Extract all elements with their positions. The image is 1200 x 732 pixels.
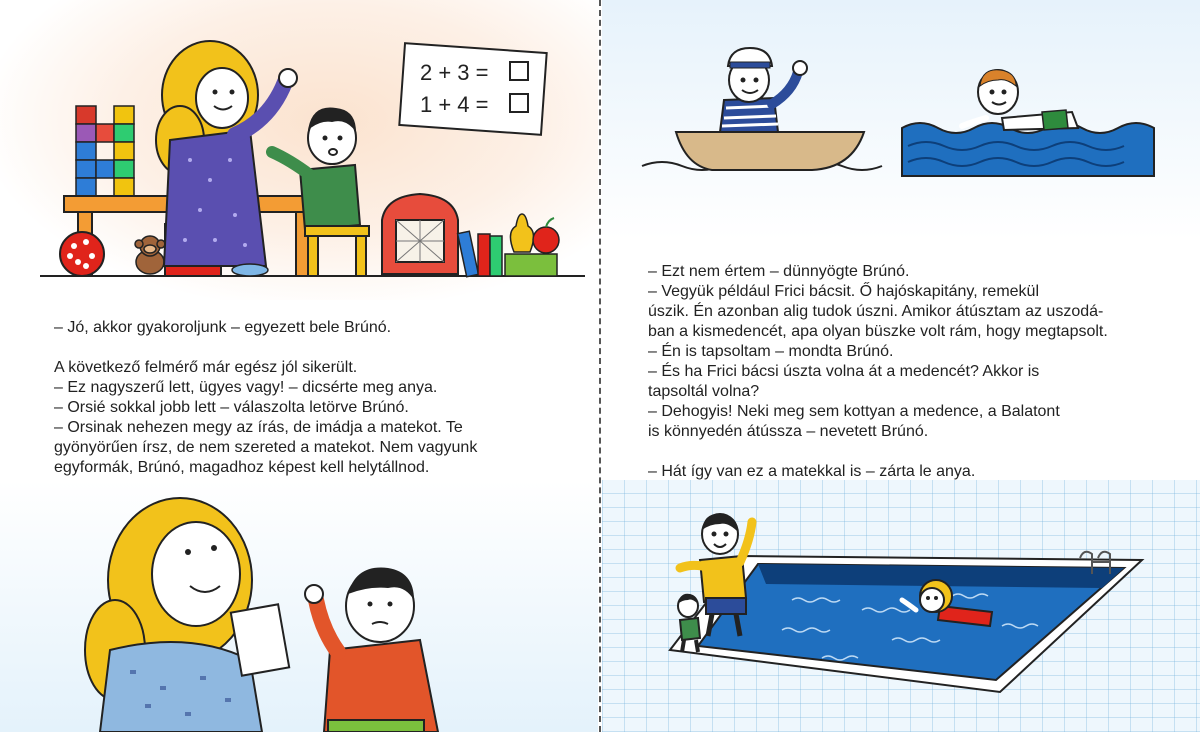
backpack-icon xyxy=(382,194,458,274)
toy-blocks-icon xyxy=(76,106,134,196)
captain-frici-icon xyxy=(720,48,807,132)
worksheet-line-2: 1 + 4 = xyxy=(420,92,489,117)
books-icon xyxy=(458,231,502,277)
math-worksheet-icon xyxy=(399,43,546,135)
worksheet-line-1: 2 + 3 = xyxy=(420,60,489,85)
text-line: – Én is tapsoltam – mondta Brúnó. xyxy=(648,343,894,360)
text-line: – Ezt nem értem – dünnyögte Brúnó. xyxy=(648,263,910,280)
left-page-text xyxy=(54,318,477,478)
pool-illustration xyxy=(602,500,1200,732)
text-line: A következő felmérő már egész jól sikerült. xyxy=(54,359,358,376)
left-page xyxy=(0,0,598,732)
rowboat-icon xyxy=(676,132,864,170)
text-line: tapsoltál volna? xyxy=(648,383,760,400)
text-line: ban a kismedencét, apa olyan büszke volt rám, hogy megtapsolt. xyxy=(648,323,1108,340)
mother-boy-illustration xyxy=(0,490,598,732)
text-line: – Vegyük például Frici bácsit. Ő hajóskapitány, remekül xyxy=(648,283,1040,300)
text-line: is könnyedén átússza – nevetett Brúnó. xyxy=(648,423,929,440)
monkey-toy-icon xyxy=(135,236,165,274)
boat-and-swimmer-illustration xyxy=(602,0,1200,200)
swimmer-icon xyxy=(962,70,1078,130)
text-line: – Ez nagyszerű lett, ügyes vagy! – dicsérte meg anya. xyxy=(54,379,438,396)
text-line: – Hát így van ez a matekkal is – zárta le anya. xyxy=(648,463,976,480)
text-line: – Orsié sokkal jobb lett – válaszolta letörve Brúnó. xyxy=(54,399,409,416)
boy-raising-hand-icon xyxy=(305,568,438,732)
water-waves xyxy=(902,123,1154,176)
text-line: – És ha Frici bácsi úszta volna át a medencét? Akkor is xyxy=(648,363,1040,380)
classroom-illustration xyxy=(0,0,598,300)
text-line: – Jó, akkor gyakoroljunk – egyezett bele Brúnó. xyxy=(54,319,392,336)
right-page xyxy=(602,0,1200,732)
ladybug-ball-icon xyxy=(60,232,104,276)
mother-with-paper-icon xyxy=(85,498,289,732)
text-line: úszik. Én azonban alig tudok úszni. Amikor átúsztam az uszodá- xyxy=(648,303,1104,320)
text-line: – Orsinak nehezen megy az írás, de imádja a matekot. Te xyxy=(54,419,463,436)
right-page-text xyxy=(648,262,1108,482)
text-line: egyformák, Brúnó, magadhoz képest kell helytállnod. xyxy=(54,459,430,476)
apple-icon xyxy=(533,218,559,253)
text-line: gyönyörűen írsz, de nem szereted a matekot. Nem vagyunk xyxy=(54,439,478,456)
page-gutter-dashed-line xyxy=(599,0,601,732)
text-line: – Dehogyis! Neki meg sem kottyan a medence, a Balatont xyxy=(648,403,1060,420)
pear-icon xyxy=(510,214,533,252)
